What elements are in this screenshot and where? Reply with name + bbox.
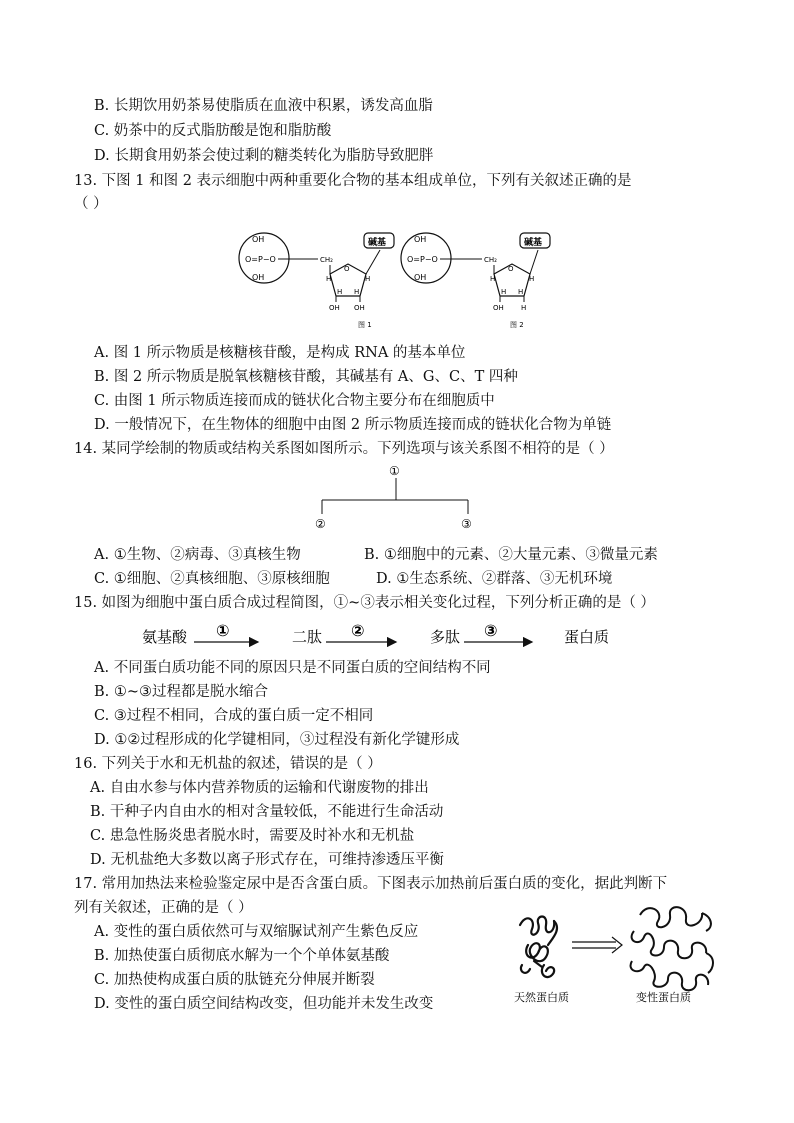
q16-option-a: A. 自由水参与体内营养物质的运输和代谢废物的排出 (90, 780, 429, 796)
oh-3prime-1: OH (354, 304, 365, 312)
denatured-protein-caption: 变性蛋白质 (636, 991, 691, 1004)
protein-synthesis-flow (140, 619, 630, 653)
q15-option-a: A. 不同蛋白质功能不同的原因只是不同蛋白质的空间结构不同 (94, 660, 491, 676)
q12-option-d: D. 长期食用奶茶会使过剩的糖类转化为脂肪导致肥胖 (94, 148, 434, 164)
step-2-label: ② (351, 621, 365, 640)
h-1b: H (365, 275, 371, 283)
q12-option-c: C. 奶茶中的反式脂肪酸是饱和脂肪酸 (94, 123, 332, 139)
phosphate-oh-top-1: OH (252, 235, 265, 244)
oh-2prime-1: OH (329, 304, 340, 312)
q16-option-d: D. 无机盐绝大多数以离子形式存在，可维持渗透压平衡 (90, 852, 444, 868)
ring-o-2: O (508, 265, 514, 273)
q17-option-c: C. 加热使构成蛋白质的肽链充分伸展并断裂 (94, 972, 375, 988)
q14-option-c: C. ①细胞、②真核细胞、③原核细胞 (94, 571, 330, 587)
amino-acid-label: 氨基酸 (142, 628, 188, 646)
h-2a: H (490, 275, 496, 283)
base-label-2: 碱基 (524, 238, 543, 248)
nucleotide-fig2 (401, 233, 550, 329)
h-2b: H (529, 275, 535, 283)
q14-stem: 14. 某同学绘制的物质或结构关系图如图所示。下列选项与该关系图不相符的是（ ） (74, 441, 614, 457)
q17-option-a: A. 变性的蛋白质依然可与双缩脲试剂产生紫色反应 (94, 924, 419, 940)
q16-stem: 16. 下列关于水和无机盐的叙述，错误的是（ ） (74, 756, 382, 772)
native-protein-illustration (520, 917, 557, 978)
relationship-diagram (310, 460, 480, 535)
base-label-1: 碱基 (368, 238, 387, 248)
polypeptide-label: 多肽 (430, 628, 461, 646)
q16-option-c: C. 患急性肠炎患者脱水时，需要及时补水和无机盐 (90, 828, 415, 844)
h-1d: H (354, 288, 360, 296)
ch2-label-2: CH₂ (484, 256, 497, 264)
h-1a: H (326, 275, 332, 283)
nucleotide-fig1 (239, 233, 394, 329)
dipeptide-label: 二肽 (292, 628, 323, 646)
phosphate-oh-bottom-1: OH (252, 273, 265, 282)
q17-option-b: B. 加热使蛋白质彻底水解为一个个单体氨基酸 (94, 948, 390, 964)
q13-option-c: C. 由图 1 所示物质连接而成的链状化合物主要分布在细胞质中 (94, 393, 495, 409)
q14-option-b: B. ①细胞中的元素、②大量元素、③微量元素 (364, 547, 658, 563)
q13-option-a: A. 图 1 所示物质是核糖核苷酸，是构成 RNA 的基本单位 (94, 345, 466, 361)
fig2-caption: 图 2 (510, 321, 524, 329)
protein-denaturation-figure (508, 895, 728, 1015)
phosphate-label-1: O=P−O (245, 255, 276, 264)
q14-option-d: D. ①生态系统、②群落、③无机环境 (376, 571, 613, 587)
h-1c: H (337, 288, 343, 296)
denatured-protein-illustration (631, 907, 713, 990)
node-1: ① (389, 464, 400, 478)
node-3: ③ (461, 517, 472, 531)
q15-stem: 15. 如图为细胞中蛋白质合成过程简图，①~③表示相关变化过程，下列分析正确的是（ ） (74, 595, 655, 611)
q13-option-b: B. 图 2 所示物质是脱氧核糖核苷酸，其碱基有 A、G、C、T 四种 (94, 369, 518, 385)
phosphate-oh-top-2: OH (414, 235, 427, 244)
q15-option-b: B. ①~③过程都是脱水缩合 (94, 684, 269, 700)
step-3-label: ③ (484, 621, 498, 640)
phosphate-oh-bottom-2: OH (414, 273, 427, 282)
q13-stem: 13. 下图 1 和图 2 表示细胞中两种重要化合物的基本组成单位，下列有关叙述正确的是 (74, 173, 632, 189)
h-2d: H (518, 288, 524, 296)
ring-o-1: O (344, 265, 350, 273)
q13-option-d: D. 一般情况下，在生物体的细胞中由图 2 所示物质连接而成的链状化合物为单链 (94, 417, 612, 433)
phosphate-label-2: O=P−O (407, 255, 438, 264)
q15-option-c: C. ③过程不相同，合成的蛋白质一定不相同 (94, 708, 374, 724)
q16-option-b: B. 干种子内自由水的相对含量较低，不能进行生命活动 (90, 804, 444, 820)
protein-label: 蛋白质 (564, 628, 610, 646)
nucleotide-figure (238, 224, 558, 334)
q14-option-a: A. ①生物、②病毒、③真核生物 (94, 547, 301, 563)
ch2-label-1: CH₂ (320, 256, 333, 264)
oh-3prime-2: OH (493, 304, 504, 312)
q17-option-d: D. 变性的蛋白质空间结构改变，但功能并未发生改变 (94, 996, 434, 1012)
q13-blank: （ ） (74, 196, 108, 212)
q15-option-d: D. ①②过程形成的化学键相同，③过程没有新化学键形成 (94, 732, 460, 748)
h-2prime-2: H (521, 304, 527, 312)
native-protein-caption: 天然蛋白质 (514, 991, 569, 1004)
h-2c: H (501, 288, 507, 296)
q17-stem-line1: 17. 常用加热法来检验鉴定尿中是否含蛋白质。下图表示加热前后蛋白质的变化，据此判断下 (74, 876, 668, 892)
fig1-caption: 图 1 (358, 321, 372, 329)
q17-stem-line2: 列有关叙述，正确的是（ ） (74, 900, 253, 916)
conversion-arrow (572, 937, 622, 953)
q12-option-b: B. 长期饮用奶茶易使脂质在血液中积累，诱发高血脂 (94, 98, 433, 114)
node-2: ② (315, 517, 326, 531)
step-1-label: ① (216, 621, 230, 640)
